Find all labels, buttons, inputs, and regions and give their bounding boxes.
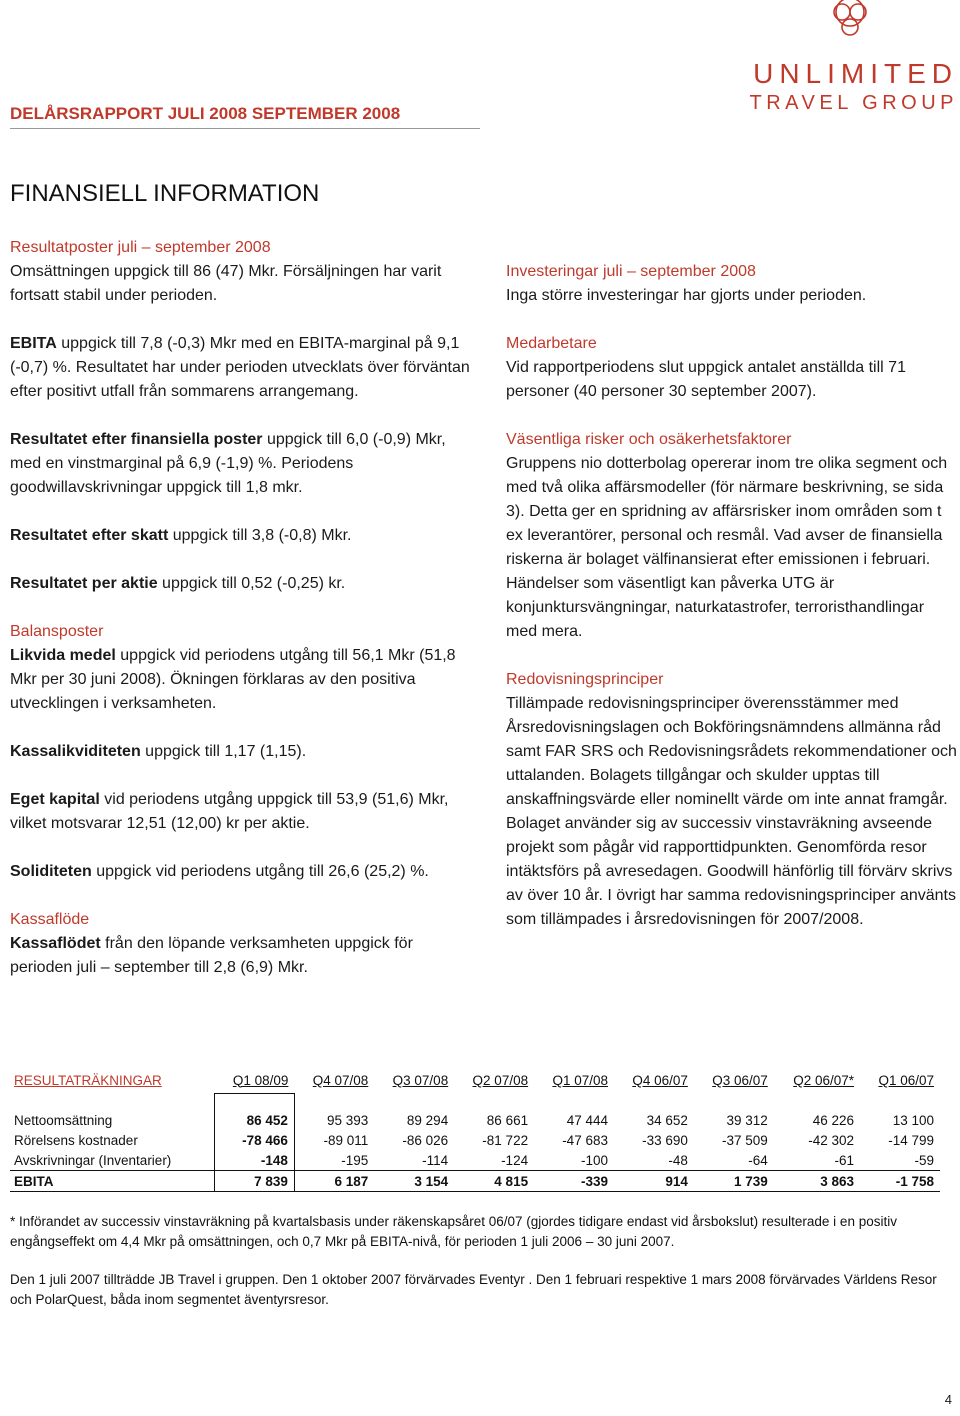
- table-cell: -81 722: [482, 1132, 529, 1148]
- table-cell: -59: [914, 1152, 934, 1168]
- logo-line-1: UNLIMITED: [753, 58, 958, 89]
- ebita-paragraph: [10, 332, 470, 404]
- cash-paragraph: [10, 644, 470, 716]
- header-divider: [10, 128, 480, 129]
- notes-block: [10, 1212, 950, 1310]
- table-cell: -47 683: [562, 1132, 608, 1148]
- revenue-paragraph: Omsättningen uppgick till 86 (47) Mkr. Försäljningen har varit fortsatt stabil under perioden.: [10, 263, 442, 304]
- heading-investments: Investeringar juli – september 2008: [506, 263, 756, 280]
- investments-paragraph: Inga större investeringar har gjorts under perioden.: [506, 287, 867, 304]
- table-cell: 47 444: [566, 1112, 608, 1128]
- liquidity-paragraph: [10, 740, 470, 764]
- table-header-cell: Q2 07/08: [472, 1072, 529, 1088]
- logo-mark-icon: [826, 0, 874, 44]
- table-header-cell: RESULTATRÄKNINGAR: [14, 1072, 162, 1088]
- risks-paragraph: Gruppens nio dotterbolag opererar inom tre olika segment och med två olika affärsmodeller (för närmare beskrivning, se sida 3). Detta ger en spridning av affärsrisker inom områden som t ex leverantörer, personal och resmål. Vad avser de finansiella riskerna är bolaget välfinansierat efter emissionen i februari. Händelser som väsentligt kan påverka UTG är konjunktursvängningar, naturkatastrofer, terroristhandlingar med mera.: [506, 455, 948, 640]
- table-cell: 86 661: [486, 1112, 529, 1128]
- liquidity-label: Kassalikviditeten: [10, 743, 141, 760]
- table-cell: Rörelsens kostnader: [14, 1132, 138, 1148]
- table-cell: -339: [534, 1171, 614, 1192]
- table-cell: -64: [748, 1152, 768, 1168]
- cashflow-paragraph: [10, 932, 470, 980]
- revenue-recognition-paragraph: Bolaget använder sig av successiv vinstavräkning avseende projekt som pågår vid rapporttidpunkten. Genomförda resor intäktsförs på avresedagen. Goodwill hänförlig till förvärv skrivs av över 10 år. I övrigt har samma redovisningsprinciper använts som tillämpades i årsredovisningen för 2007/2008.: [506, 815, 956, 928]
- table-spacer: [10, 1094, 940, 1111]
- logo-line-2: TRAVEL GROUP: [749, 92, 958, 114]
- table-header-row: [10, 1070, 940, 1094]
- table-cell: 95 393: [327, 1112, 369, 1128]
- cashflow-text: från den löpande verksamheten uppgick för perioden juli – september till 2,8 (6,9) Mkr.: [10, 935, 413, 976]
- left-column: [10, 236, 470, 980]
- table-header-cell: Q4 07/08: [312, 1072, 369, 1088]
- acquisition-history: Den 1 juli 2007 tillträdde JB Travel i gruppen. Den 1 oktober 2007 förvärvades Eventyr . Den 1 februari respektive 1 mars 2008 förvärvades Världens Resor och PolarQuest, båda inom segmentet äventyrsresor.: [10, 1272, 937, 1307]
- table-cell: 4 815: [454, 1171, 534, 1192]
- table-cell: 7 839: [215, 1171, 295, 1192]
- right-column: [506, 260, 958, 932]
- table-row: [10, 1110, 940, 1130]
- equity-paragraph: [10, 788, 470, 836]
- table-cell: 34 652: [646, 1112, 688, 1128]
- income-statement-table: [10, 1070, 940, 1192]
- table-header-cell: Q1 07/08: [552, 1072, 608, 1088]
- table-row: [10, 1150, 940, 1171]
- financial-result-label: Resultatet efter finansiella poster: [10, 431, 263, 448]
- table-cell: 6 187: [294, 1171, 374, 1192]
- section-title: FINANSIELL INFORMATION: [10, 180, 320, 207]
- equity-label: Eget kapital: [10, 791, 100, 808]
- table-header-cell: Q3 06/07: [712, 1072, 768, 1088]
- table-header-cell: Q3 07/08: [392, 1072, 449, 1088]
- table-cell: -37 509: [721, 1132, 768, 1148]
- liquidity-text: uppgick till 1,17 (1,15).: [140, 743, 307, 760]
- table-cell: -114: [422, 1152, 449, 1168]
- table-cell: -78 466: [215, 1130, 295, 1150]
- table-cell: 1 739: [694, 1171, 774, 1192]
- table-header-cell: Q1 06/07: [878, 1072, 934, 1088]
- ebita-label: EBITA: [10, 335, 57, 352]
- after-tax-paragraph: [10, 524, 470, 548]
- solidity-paragraph: [10, 860, 470, 884]
- per-share-text: uppgick till 0,52 (-0,25) kr.: [157, 575, 346, 592]
- heading-cashflow: Kassaflöde: [10, 911, 90, 928]
- table-cell: 39 312: [726, 1112, 768, 1128]
- table-cell: 3 863: [774, 1171, 860, 1192]
- table-cell: Avskrivningar (Inventarier): [14, 1152, 172, 1168]
- table-cell: -89 011: [323, 1132, 369, 1148]
- table-header-cell: Q2 06/07*: [793, 1072, 855, 1088]
- per-share-label: Resultatet per aktie: [10, 575, 158, 592]
- table-cell: 89 294: [406, 1112, 449, 1128]
- solidity-text: uppgick vid periodens utgång till 26,6 (25,2) %.: [91, 863, 429, 880]
- cashflow-label: Kassaflödet: [10, 935, 101, 952]
- after-tax-label: Resultatet efter skatt: [10, 527, 169, 544]
- equity-text: vid periodens utgång uppgick till 53,9 (51,6) Mkr, vilket motsvarar 12,51 (12,00) kr per aktie.: [10, 791, 449, 832]
- table-cell: 3 154: [374, 1171, 454, 1192]
- financial-result-paragraph: [10, 428, 470, 500]
- company-logo: [748, 0, 958, 128]
- cash-label: Likvida medel: [10, 647, 116, 664]
- table-cell: -48: [668, 1152, 688, 1168]
- heading-accounting: Redovisningsprinciper: [506, 671, 664, 688]
- report-title: DELÅRSRAPPORT JULI 2008 SEPTEMBER 2008: [10, 104, 401, 123]
- per-share-paragraph: [10, 572, 470, 596]
- table-cell: Nettoomsättning: [14, 1112, 113, 1128]
- table-cell: -61: [834, 1152, 855, 1168]
- table-row: [10, 1130, 940, 1150]
- footnote: * Införandet av successiv vinstavräkning på kvartalsbasis under räkenskapsåret 06/07 (gjordes tidigare endast vid årsbokslut) resulterade i en positiv engångseffekt om 4,4 Mkr på omsättningen, och 0,7 Mkr på EBITA-nivå, för perioden 1 juli 2006 – 30 juni 2007.: [10, 1214, 897, 1249]
- employees-paragraph: Vid rapportperiodens slut uppgick antalet anställda till 71 personer (40 personer 30 september 2007).: [506, 359, 906, 400]
- heading-results: Resultatposter juli – september 2008: [10, 239, 271, 256]
- table-header-cell: Q1 08/09: [232, 1072, 289, 1088]
- after-tax-text: uppgick till 3,8 (-0,8) Mkr.: [168, 527, 352, 544]
- page-number: 4: [944, 1392, 952, 1407]
- solidity-label: Soliditeten: [10, 863, 92, 880]
- table-cell: -86 026: [402, 1132, 449, 1148]
- table-cell: -124: [501, 1152, 529, 1168]
- financial-result-text: uppgick till 6,0 (-0,9) Mkr, med en vinstmarginal på 6,9 (-1,9) %. Periodens goodwillavskrivningar uppgick till 1,8 mkr.: [10, 431, 446, 496]
- table-cell: 86 452: [215, 1110, 295, 1130]
- table-cell: -195: [341, 1152, 369, 1168]
- table-cell: -148: [215, 1150, 295, 1171]
- heading-employees: Medarbetare: [506, 335, 597, 352]
- table-cell: -100: [580, 1152, 608, 1168]
- table-cell: EBITA: [10, 1171, 215, 1192]
- table-cell: -14 799: [888, 1132, 934, 1148]
- table-cell: 914: [614, 1171, 694, 1192]
- ebita-text: uppgick till 7,8 (-0,3) Mkr med en EBITA-marginal på 9,1 (-0,7) %. Resultatet har under perioden utvecklats över förväntan efter positivt utfall från sommarens arrangemang.: [10, 335, 470, 400]
- table-cell: 46 226: [812, 1112, 855, 1128]
- cash-text: uppgick vid periodens utgång till 56,1 Mkr (51,8 Mkr per 30 juni 2008). Ökningen förklaras av den positiva utvecklingen i verksamheten.: [10, 647, 456, 712]
- table-cell: 13 100: [892, 1112, 934, 1128]
- heading-risks: Väsentliga risker och osäkerhetsfaktorer: [506, 431, 792, 448]
- table-cell: -42 302: [808, 1132, 855, 1148]
- table-row-ebita: [10, 1171, 940, 1192]
- table-cell: -1 758: [860, 1171, 940, 1192]
- table-cell: -33 690: [642, 1132, 688, 1148]
- table-header-cell: Q4 06/07: [632, 1072, 688, 1088]
- accounting-paragraph: Tillämpade redovisningsprinciper överensstämmer med Årsredovisningslagen och Bokföringsnämndens allmänna råd samt FAR SRS och Redovisningsrådets rekommendationer och uttalanden. Bolagets tillgångar och skulder upptas till anskaffningsvärde eller nominellt värde om inte annat framgår.: [506, 695, 957, 808]
- heading-balance: Balansposter: [10, 623, 104, 640]
